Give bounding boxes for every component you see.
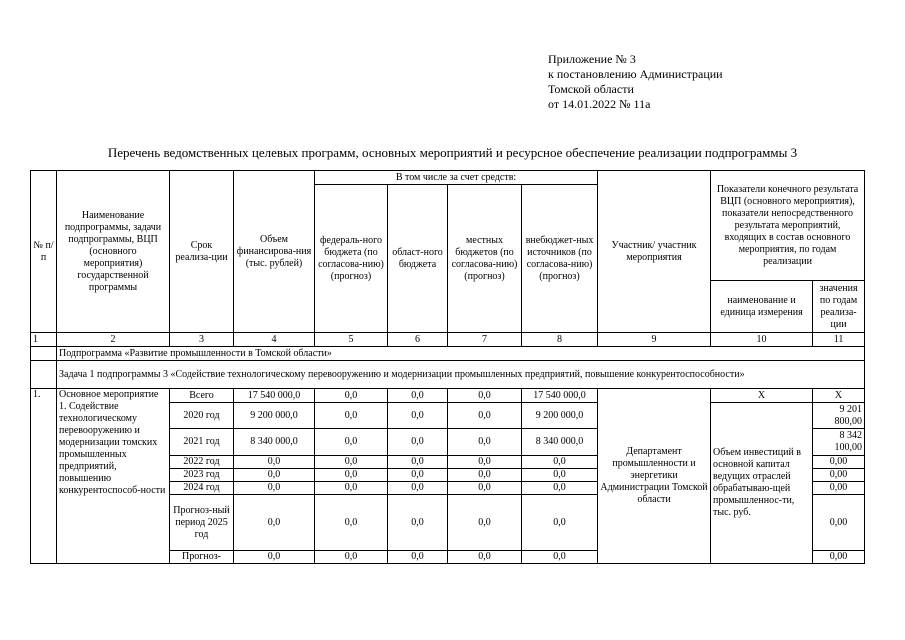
indicator-name-cell: X <box>711 389 813 403</box>
extra-cell: 8 340 000,0 <box>522 429 598 456</box>
volume-cell: 9 200 000,0 <box>234 403 315 429</box>
regional-cell: 0,0 <box>388 389 448 403</box>
activity-name: Основное мероприятие 1. Содействие технологическому перевооружению и модернизации томских промышленных предприятий, повышению конкурентоспособ-ности <box>57 389 170 564</box>
header-volume: Объем финансирова-ния (тыс. рублей) <box>234 171 315 333</box>
task-row <box>31 361 865 389</box>
local-cell: 0,0 <box>448 429 522 456</box>
col-number: 9 <box>598 333 711 347</box>
table-row <box>31 389 865 403</box>
header-name: Наименование подпрограммы, задачи подпрограммы, ВЦП (основного мероприятия) государственной программы <box>57 171 170 333</box>
local-cell: 0,0 <box>448 456 522 469</box>
federal-cell: 0,0 <box>315 551 388 564</box>
col-number: 1 <box>31 333 57 347</box>
federal-cell: 0,0 <box>315 482 388 495</box>
indicator-value-cell: 0,00 <box>813 469 865 482</box>
volume-cell: 8 340 000,0 <box>234 429 315 456</box>
extra-cell: 0,0 <box>522 495 598 551</box>
regional-cell: 0,0 <box>388 495 448 551</box>
regional-cell: 0,0 <box>388 482 448 495</box>
task-title: Задача 1 подпрограммы 3 «Содействие технологическому перевооружению и модернизации промышленных предприятий, повышение конкурентоспособности» <box>57 361 865 389</box>
indicator-value-cell: 0,00 <box>813 456 865 469</box>
col-number: 3 <box>170 333 234 347</box>
participant-cell: Департамент промышленности и энергетики Администрации Томской области <box>598 389 711 564</box>
regional-cell: 0,0 <box>388 403 448 429</box>
col-number: 8 <box>522 333 598 347</box>
header-sources-group: В том числе за счет средств: <box>315 171 598 185</box>
header-local: местных бюджетов (по согласова-нию) (прогноз) <box>448 185 522 333</box>
header-federal: федераль-ного бюджета (по согласова-нию) (прогноз) <box>315 185 388 333</box>
appendix-line: от 14.01.2022 № 11а <box>548 97 651 111</box>
subprogram-row <box>31 347 865 361</box>
header-extra: внебюджет-ных источников (по согласова-нию) (прогноз) <box>522 185 598 333</box>
col-number: 7 <box>448 333 522 347</box>
col-number: 10 <box>711 333 813 347</box>
local-cell: 0,0 <box>448 495 522 551</box>
period-cell: Всего <box>170 389 234 403</box>
volume-cell: 0,0 <box>234 482 315 495</box>
header-participant: Участник/ участник мероприятия <box>598 171 711 333</box>
federal-cell: 0,0 <box>315 469 388 482</box>
federal-cell: 0,0 <box>315 429 388 456</box>
local-cell: 0,0 <box>448 469 522 482</box>
header-indicators-group: Показатели конечного результата ВЦП (основного мероприятия), показатели непосредственного результата мероприятий, входящих в состав основного мероприятия, по годам реализации <box>711 171 865 281</box>
column-number-row <box>31 333 865 347</box>
indicator-value-cell: 8 342 100,00 <box>813 429 865 456</box>
col-number: 2 <box>57 333 170 347</box>
federal-cell: 0,0 <box>315 403 388 429</box>
document-title: Перечень ведомственных целевых программ, основных мероприятий и ресурсное обеспечение реализации подпрограммы 3 <box>107 145 798 160</box>
volume-cell: 0,0 <box>234 469 315 482</box>
volume-cell: 0,0 <box>234 495 315 551</box>
header-regional: област-ного бюджета <box>388 185 448 333</box>
period-cell: 2022 год <box>170 456 234 469</box>
period-cell: Прогноз- <box>170 551 234 564</box>
header-indicator-name: наименование и единица измерения <box>711 281 813 333</box>
local-cell: 0,0 <box>448 389 522 403</box>
volume-cell: 0,0 <box>234 551 315 564</box>
regional-cell: 0,0 <box>388 429 448 456</box>
federal-cell: 0,0 <box>315 495 388 551</box>
period-cell: 2021 год <box>170 429 234 456</box>
volume-cell: 17 540 000,0 <box>234 389 315 403</box>
regional-cell: 0,0 <box>388 551 448 564</box>
appendix-line: Приложение № 3 <box>548 52 636 66</box>
federal-cell: 0,0 <box>315 389 388 403</box>
indicator-value-cell: 0,00 <box>813 551 865 564</box>
appendix-line: к постановлению Администрации <box>548 67 723 81</box>
indicator-value-cell: 0,00 <box>813 482 865 495</box>
appendix-header <box>548 52 723 112</box>
local-cell: 0,0 <box>448 403 522 429</box>
col-number: 4 <box>234 333 315 347</box>
col-number: 5 <box>315 333 388 347</box>
indicator-value-cell: 0,00 <box>813 495 865 551</box>
extra-cell: 9 200 000,0 <box>522 403 598 429</box>
activity-number: 1. <box>31 389 57 564</box>
col-number: 11 <box>813 333 865 347</box>
regional-cell: 0,0 <box>388 456 448 469</box>
subprogram-title: Подпрограмма «Развитие промышленности в Томской области» <box>57 347 865 361</box>
indicator-value-cell: X <box>813 389 865 403</box>
period-cell: 2024 год <box>170 482 234 495</box>
volume-cell: 0,0 <box>234 456 315 469</box>
indicator-name-cell: Объем инвестиций в основной капитал ведущих отраслей обрабатываю-щей промышленнос-ти, тыс. руб. <box>711 403 813 564</box>
regional-cell: 0,0 <box>388 469 448 482</box>
period-cell: 2020 год <box>170 403 234 429</box>
extra-cell: 17 540 000,0 <box>522 389 598 403</box>
header-num: № п/п <box>31 171 57 333</box>
appendix-line: Томской области <box>548 82 634 96</box>
local-cell: 0,0 <box>448 551 522 564</box>
col-number: 6 <box>388 333 448 347</box>
extra-cell: 0,0 <box>522 482 598 495</box>
program-table <box>30 170 865 564</box>
extra-cell: 0,0 <box>522 456 598 469</box>
period-cell: Прогноз-ный период 2025 год <box>170 495 234 551</box>
header-indicator-values: значения по годам реализа-ции <box>813 281 865 333</box>
header-term: Срок реализа-ции <box>170 171 234 333</box>
extra-cell: 0,0 <box>522 469 598 482</box>
federal-cell: 0,0 <box>315 456 388 469</box>
local-cell: 0,0 <box>448 482 522 495</box>
extra-cell: 0,0 <box>522 551 598 564</box>
indicator-value-cell: 9 201 800,00 <box>813 403 865 429</box>
period-cell: 2023 год <box>170 469 234 482</box>
